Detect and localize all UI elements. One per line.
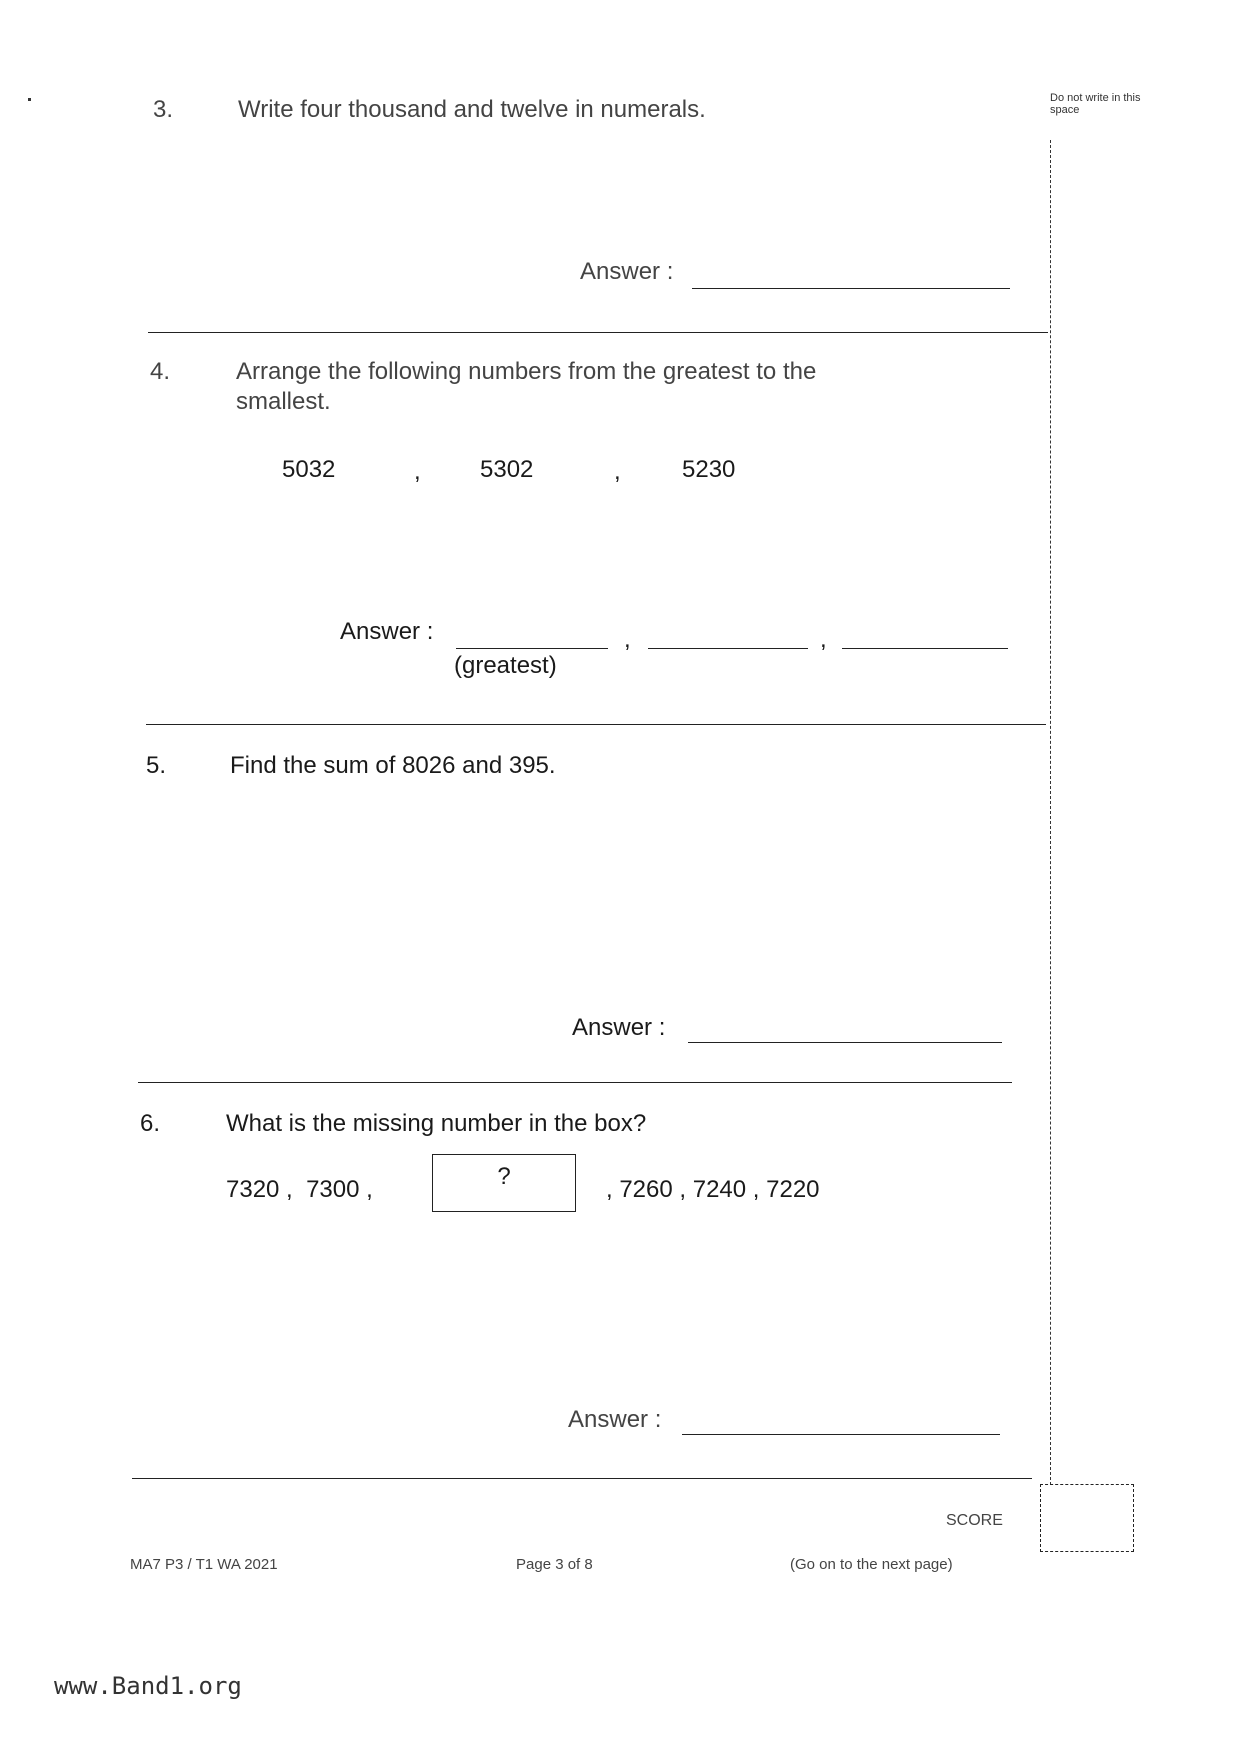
score-box[interactable] (1040, 1484, 1134, 1552)
question-4-answer-blank-2[interactable] (648, 648, 808, 649)
question-4-text-line1: Arrange the following numbers from the greatest to the (236, 358, 817, 385)
question-3-answer-label: Answer : (580, 258, 674, 285)
divider-q3 (148, 332, 1048, 333)
divider-q4 (146, 724, 1046, 725)
footer-code: MA7 P3 / T1 WA 2021 (130, 1556, 278, 1573)
margin-line (1050, 140, 1051, 1485)
question-5-text: Find the sum of 8026 and 395. (230, 752, 556, 779)
question-4-sep-1: , (414, 458, 421, 485)
stray-mark (28, 98, 31, 101)
question-3-text: Write four thousand and twelve in numerals. (238, 96, 706, 123)
question-6-number: 6. (140, 1110, 161, 1137)
question-5-answer-label: Answer : (572, 1014, 666, 1041)
question-6-text: What is the missing number in the box? (226, 1110, 647, 1137)
question-6-missing-box[interactable]: ? (432, 1154, 576, 1212)
question-4-sep-2: , (614, 458, 621, 485)
question-4-number-2: 5302 (480, 456, 534, 483)
question-3-answer-blank[interactable] (692, 288, 1010, 289)
question-5-number: 5. (146, 752, 167, 779)
question-4-number-1: 5032 (282, 456, 336, 483)
footer-continue: (Go on to the next page) (790, 1556, 953, 1573)
divider-q6 (132, 1478, 1032, 1479)
question-6-answer-label: Answer : (568, 1406, 662, 1433)
question-4-answer-label: Answer : (340, 618, 434, 645)
question-4-answer-blank-3[interactable] (842, 648, 1008, 649)
watermark: www.Band1.org (54, 1672, 242, 1700)
question-4-number-3: 5230 (682, 456, 736, 483)
question-4-text-line2: smallest. (236, 388, 331, 415)
question-5-answer-blank[interactable] (688, 1042, 1002, 1043)
question-4-greatest-label: (greatest) (454, 652, 557, 679)
question-6-seq-before: 7320 , 7300 , (226, 1176, 373, 1203)
score-label: SCORE (946, 1512, 1003, 1529)
divider-q5 (138, 1082, 1012, 1083)
question-3-number: 3. (153, 96, 174, 123)
question-4-answer-sep-2: , (820, 626, 827, 653)
question-6-answer-blank[interactable] (682, 1434, 1000, 1435)
question-6-seq-after: , 7260 , 7240 , 7220 (606, 1176, 820, 1203)
question-4-number: 4. (150, 358, 171, 385)
question-4-answer-blank-1[interactable] (456, 648, 608, 649)
footer-page: Page 3 of 8 (516, 1556, 593, 1573)
question-4-answer-sep-1: , (624, 626, 631, 653)
margin-note: Do not write in this space (1050, 92, 1141, 116)
